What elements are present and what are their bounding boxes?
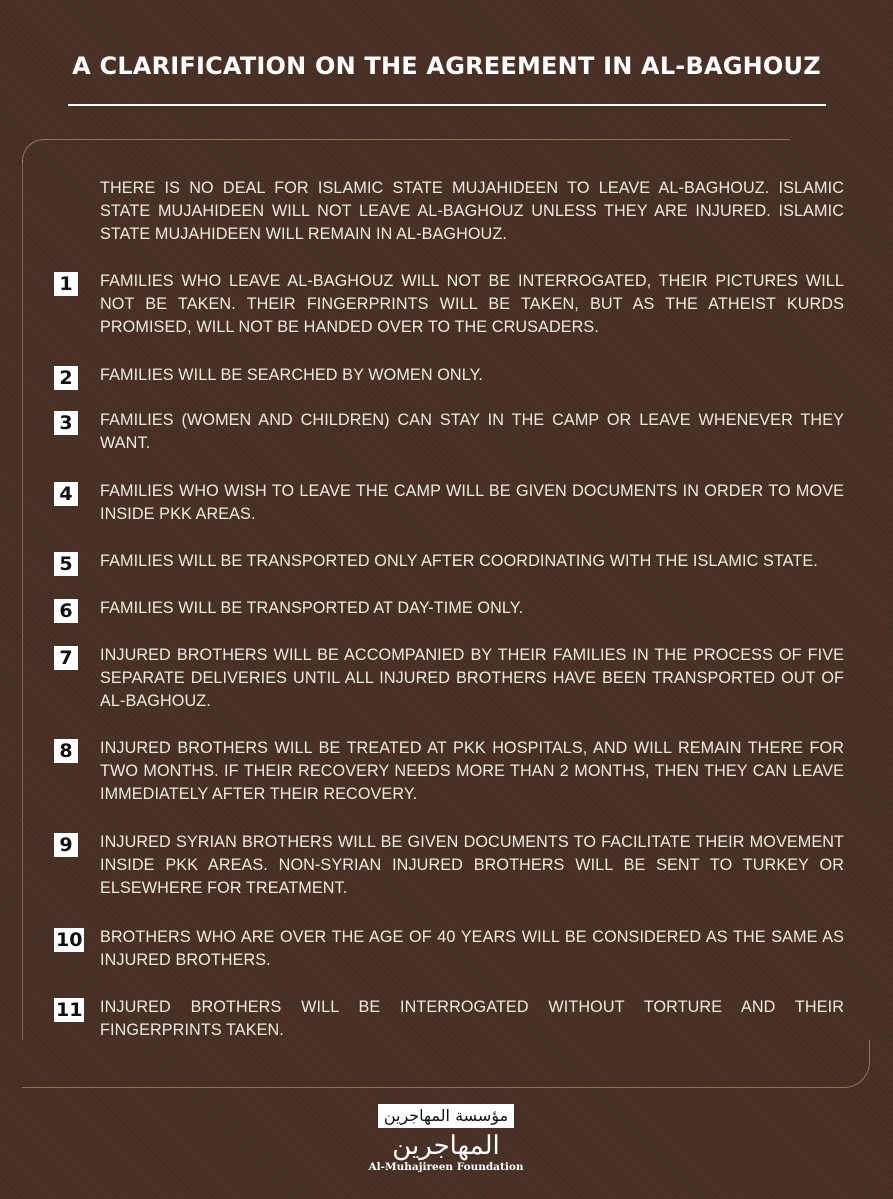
list-item — [54, 597, 844, 620]
foundation-logo — [368, 1104, 524, 1188]
logo-arabic-name: مؤسسة المهاجرين — [378, 1104, 514, 1128]
frame-top-border — [45, 139, 790, 140]
item-text: FAMILIES WHO WISH TO LEAVE THE CAMP WILL BE GIVEN DOCUMENTS IN ORDER TO MOVE INSIDE PKK AREAS. — [100, 482, 844, 523]
list-item — [54, 644, 844, 713]
item-text: INJURED BROTHERS WILL BE TREATED AT PKK HOSPITALS, AND WILL REMAIN THERE FOR TWO MONTHS. IF THEIR RECOVERY NEEDS MORE THAN 2 MONTHS, THEN THEY CAN LEAVE IMMEDIATELY AFTER THEIR RECOVERY. — [100, 739, 844, 803]
item-number-badge: 3 — [54, 411, 78, 435]
item-text: BROTHERS WHO ARE OVER THE AGE OF 40 YEARS WILL BE CONSIDERED AS THE SAME AS INJURED BROTHERS. — [100, 928, 844, 969]
list-item — [54, 737, 844, 806]
item-text: INJURED BROTHERS WILL BE INTERROGATED WITHOUT TORTURE AND THEIR FINGERPRINTS TAKEN. — [100, 998, 844, 1039]
page-title: A CLARIFICATION ON THE AGREEMENT IN AL-BAGHOUZ — [72, 52, 821, 80]
item-number-badge: 2 — [54, 366, 78, 390]
list-item — [54, 364, 844, 387]
list-item — [54, 270, 844, 339]
item-text: FAMILIES (WOMEN AND CHILDREN) CAN STAY IN THE CAMP OR LEAVE WHENEVER THEY WANT. — [100, 411, 844, 452]
frame-left-border — [22, 160, 23, 1040]
frame-corner — [22, 139, 46, 163]
item-text: FAMILIES WHO LEAVE AL-BAGHOUZ WILL NOT BE INTERROGATED, THEIR PICTURES WILL NOT BE TAKEN. THEIR FINGERPRINTS WILL BE TAKEN, BUT AS THE ATHEIST KURDS PROMISED, WILL NOT BE HANDED OVER TO THE CRUSADERS. — [100, 272, 844, 336]
item-number-badge: 11 — [56, 999, 83, 1021]
item-text: FAMILIES WILL BE TRANSPORTED ONLY AFTER COORDINATING WITH THE ISLAMIC STATE. — [100, 552, 818, 570]
item-number-badge: 1 — [54, 272, 78, 296]
item-number-badge: 4 — [54, 482, 78, 506]
item-number-badge: 8 — [54, 739, 78, 763]
intro-paragraph — [54, 177, 844, 246]
logo-calligraphy: المهاجرين — [392, 1131, 500, 1161]
item-text: INJURED BROTHERS WILL BE ACCOMPANIED BY THEIR FAMILIES IN THE PROCESS OF FIVE SEPARATE DELIVERIES UNTIL ALL INJURED BROTHERS HAVE BEEN TRANSPORTED OUT OF AL-BAGHOUZ. — [100, 646, 844, 710]
list-item — [54, 926, 844, 972]
item-number-badge: 10 — [56, 929, 83, 951]
title-underline — [68, 104, 826, 106]
item-text: FAMILIES WILL BE SEARCHED BY WOMEN ONLY. — [100, 366, 484, 384]
logo-english-name: Al-Muhajireen Foundation — [368, 1161, 524, 1173]
frame-bottom-border — [22, 1040, 870, 1088]
list-item — [54, 996, 844, 1042]
intro-text: THERE IS NO DEAL FOR ISLAMIC STATE MUJAHIDEEN TO LEAVE AL-BAGHOUZ. ISLAMIC STATE MUJAHIDEEN WILL NOT LEAVE AL-BAGHOUZ UNLESS THEY ARE INJURED. ISLAMIC STATE MUJAHIDEEN WILL REMAIN IN AL-BAGHOUZ. — [100, 179, 844, 243]
item-text: FAMILIES WILL BE TRANSPORTED AT DAY-TIME ONLY. — [100, 599, 524, 617]
item-number-badge: 7 — [54, 646, 78, 670]
list-item — [54, 550, 844, 573]
list-item — [54, 409, 844, 455]
list-item — [54, 831, 844, 900]
item-number-badge: 5 — [54, 552, 78, 576]
item-number-badge: 6 — [54, 599, 78, 623]
item-number-badge: 9 — [54, 833, 78, 857]
list-item — [54, 480, 844, 526]
item-text: INJURED SYRIAN BROTHERS WILL BE GIVEN DOCUMENTS TO FACILITATE THEIR MOVEMENT INSIDE PKK AREAS. NON-SYRIAN INJURED BROTHERS WILL BE SENT TO TURKEY OR ELSEWHERE FOR TREATMENT. — [100, 833, 844, 897]
